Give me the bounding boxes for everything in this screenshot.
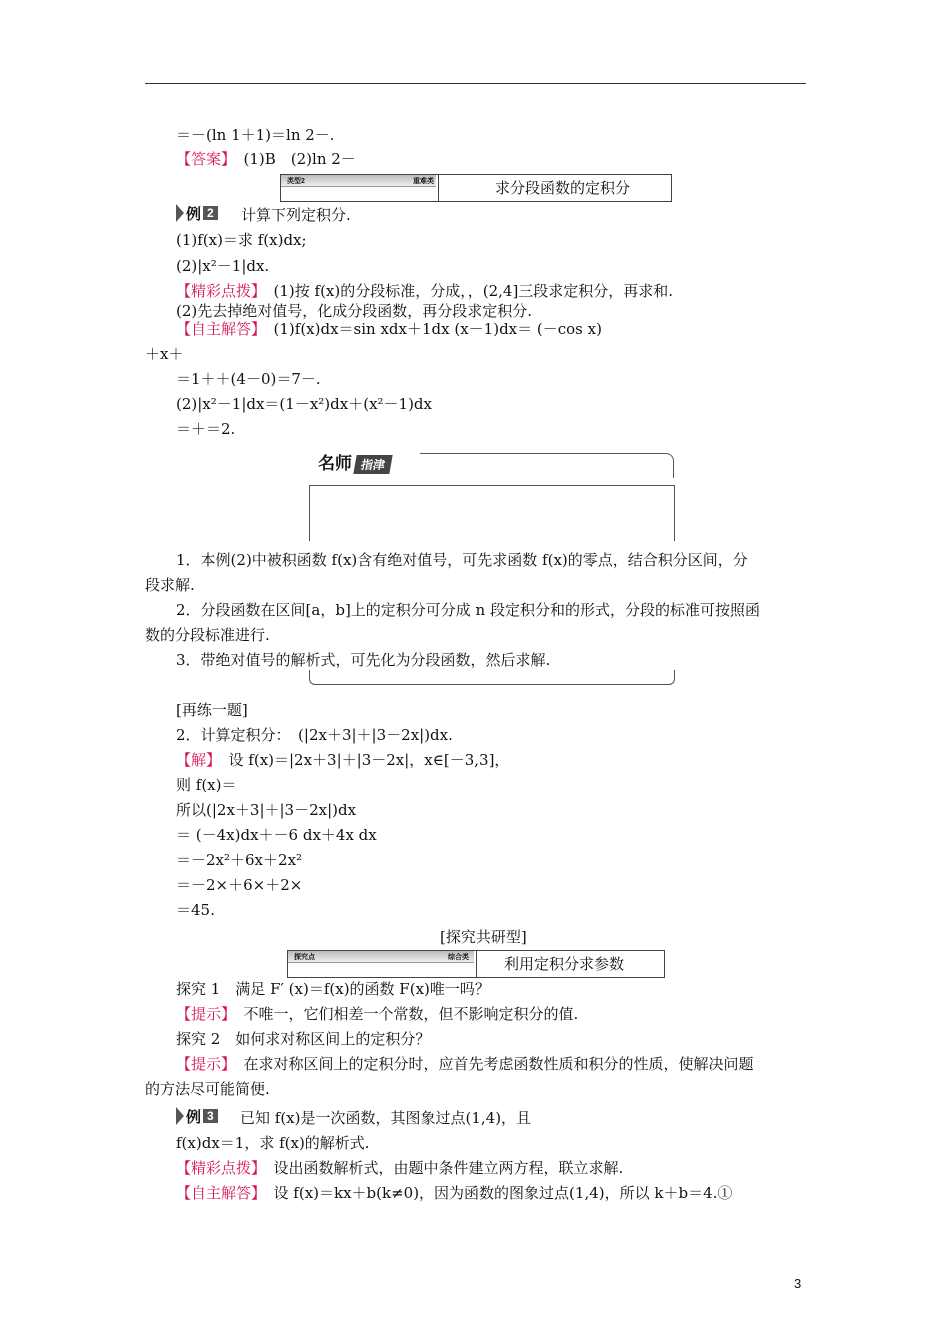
example-word: 例 [186, 205, 202, 223]
solution-tag: 【自主解答】 [176, 320, 259, 338]
answer-tag: 【答案】 [176, 150, 229, 168]
answer-text: (1)B (2)ln 2－ [228, 150, 356, 168]
text-line: 所以(|2x＋3|＋|3－2x|)dx [176, 801, 357, 819]
answer-line [176, 149, 356, 169]
hint-text: 在求对称区间上的定积分时，应首先考虑函数性质和积分的性质，使解决问题 [228, 1055, 754, 1073]
page-number: 3 [794, 1276, 802, 1291]
example-arrow-icon [176, 204, 184, 222]
example-label [176, 1106, 218, 1126]
text-line: 探究 1 满足 F′ (x)＝f(x)的函数 F(x)唯一吗？ [176, 980, 490, 998]
text-line: 的方法尽可能简便. [145, 1080, 270, 1098]
example-text: 计算下列定积分. [241, 206, 351, 224]
text-line: ＝1＋＋(4－0)＝7－. [176, 370, 321, 388]
text-line: 2．计算定积分： (|2x＋3|＋|3－2x|)dx. [176, 726, 453, 744]
tip-item: 1．本例(2)中被积函数 f(x)含有绝对值号，可先求函数 f(x)的零点，结合积分区间，分 [176, 551, 748, 569]
hint-tag: 【提示】 [176, 1005, 229, 1023]
solution-line [176, 1183, 732, 1203]
text-line: (1)f(x)＝求 f(x)dx; [176, 231, 307, 249]
type-box [280, 174, 672, 202]
type-box-divider [438, 175, 439, 201]
type-box [287, 950, 665, 978]
type-box-band [288, 951, 474, 963]
type-box-title: 利用定积分求参数 [504, 955, 625, 973]
text-line: ＝45. [176, 901, 215, 919]
hint-tag: 【提示】 [176, 1055, 229, 1073]
type-box-left-tag: 类型2 [287, 178, 305, 185]
text-line: ＝－(ln 1＋1)＝ln 2－. [176, 126, 335, 144]
type-box-mid-tag: 重难类 [413, 178, 434, 185]
type-box-title: 求分段函数的定积分 [495, 179, 631, 197]
hint-line [176, 281, 673, 301]
text-line: ＋x＋ [145, 345, 184, 363]
example-arrow-icon [176, 1107, 184, 1125]
hint-tag: 【精彩点拨】 [176, 282, 259, 300]
text-line: ＝ (－4x)dx＋－6 dx＋4x dx [176, 826, 377, 844]
text-line: ＝＋＝2. [176, 420, 236, 438]
example-text: 已知 f(x)是一次函数，其图象过点(1,4)，且 [240, 1109, 532, 1127]
hint-line [176, 1158, 623, 1178]
answer-line [176, 750, 509, 770]
tip-item: 3．带绝对值号的解析式，可先化为分段函数，然后求解. [176, 651, 551, 669]
text-line: f(x)dx＝1，求 f(x)的解析式. [176, 1134, 370, 1152]
type-box-left-tag: 探究点 [294, 954, 315, 961]
type-box-mid-tag: 综合类 [448, 954, 469, 961]
example-number: 3 [203, 1109, 218, 1123]
teacher-tip-top-frame [420, 453, 674, 478]
type-box-divider [476, 951, 477, 977]
text-line: 探究 2 如何求对称区间上的定积分？ [176, 1030, 431, 1048]
text-line: ＝－2×＋6×＋2× [176, 876, 303, 894]
answer-text: 设 f(x)＝|2x＋3|＋|3－2x|，x∈[－3,3]， [213, 751, 510, 769]
hint-text: 设出函数解析式，由题中条件建立两方程，联立求解. [258, 1159, 624, 1177]
text-line: (2)先去掉绝对值号，化成分段函数，再分段求定积分. [176, 302, 533, 320]
text-line: (2)|x²－1|dx＝(1－x²)dx＋(x²－1)dx [176, 395, 432, 413]
practice-heading: [再练一题] [176, 701, 248, 719]
teacher-tip-heading [318, 449, 391, 474]
tip-item: 2．分段函数在区间[a，b]上的定积分可分成 n 段定积分和的形式，分段的标准可按照函 [176, 601, 760, 619]
hint-tag: 【精彩点拨】 [176, 1159, 259, 1177]
text-line: (2)|x²－1|dx. [176, 257, 270, 275]
teacher-tip-tag: 指津 [353, 455, 392, 474]
section-heading: [探究共研型] [440, 928, 527, 946]
teacher-tip-frame [309, 485, 675, 541]
solution-tag: 【自主解答】 [176, 1184, 259, 1202]
solution-text: 设 f(x)＝kx＋b(k≠0)，因为函数的图象过点(1,4)，所以 k＋b＝4.① [258, 1184, 733, 1202]
hint-line [176, 1054, 754, 1074]
example-number: 2 [203, 206, 218, 220]
hint-text: 不唯一，它们相差一个常数，但不影响定积分的值. [228, 1005, 579, 1023]
solution-text: (1)f(x)dx＝sin xdx＋1dx (x－1)dx＝ (－cos x) [258, 320, 602, 338]
answer-tag: 【解】 [176, 751, 214, 769]
hint-line [176, 1004, 578, 1024]
solution-line [176, 319, 602, 339]
teacher-tip-label: 名师 [318, 454, 352, 473]
hint-text: (1)按 f(x)的分段标准，分成，，(2,4]三段求定积分，再求和. [258, 282, 674, 300]
tip-item-cont: 段求解. [145, 576, 195, 594]
text-line: 则 f(x)＝ [176, 776, 237, 794]
teacher-tip-bottom-frame [309, 670, 675, 685]
tip-item-cont: 数的分段标准进行. [145, 626, 270, 644]
text-line: ＝－2x²＋6x＋2x² [176, 851, 303, 869]
example-label [176, 203, 218, 223]
header-rule [145, 83, 806, 84]
example-word: 例 [186, 1108, 202, 1126]
